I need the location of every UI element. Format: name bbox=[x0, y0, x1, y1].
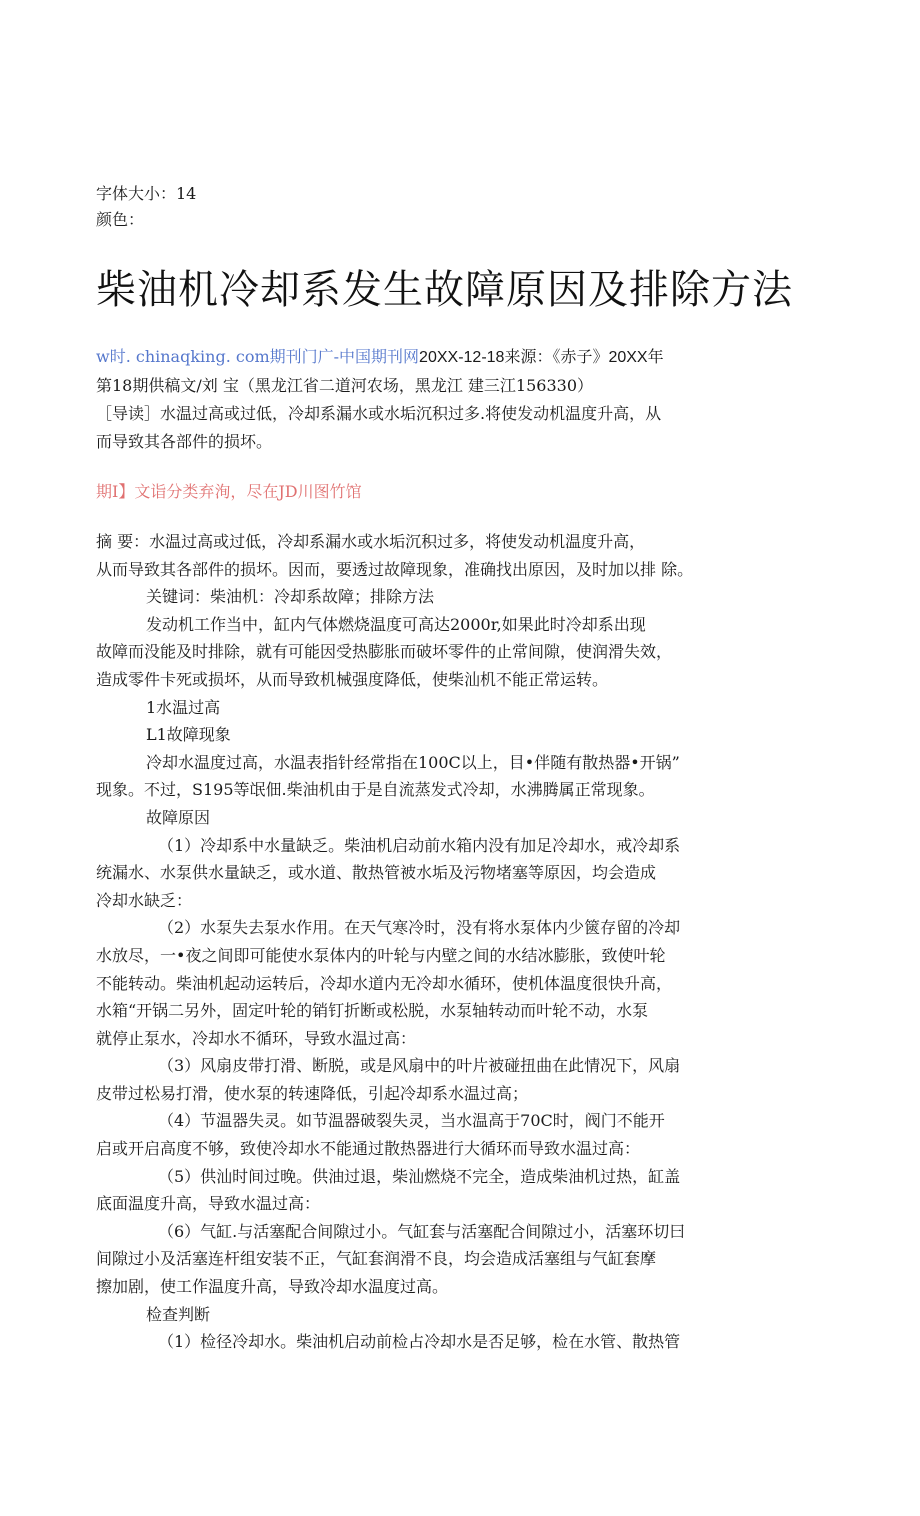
abstract-line: 摘 要：水温过高或过低，冷却系漏水或水垢沉积过多，将使发动机温度升高， bbox=[96, 532, 646, 551]
paragraph-line: 发动机工作当中，缸内气体燃烧温度可高达2000r,如果此时冷却系出现 bbox=[146, 614, 646, 634]
list-item-line: （2）水泵失去泵水作用。在天气寒冷时，没有将水泵体内少篋存留的冷却 bbox=[158, 918, 681, 938]
keywords-line: 关键词：柴油机：冷却系故障；排除方法 bbox=[146, 587, 435, 607]
paragraph-line: 间隙过小及活塞连杆组安装不正，气缸套润滑不良，均会造成活塞组与气缸套摩 bbox=[96, 1249, 657, 1269]
paragraph-line: 水放尽，一•夜之间即可能使水泵体内的叶轮与内壁之间的水结冰膨胀，致使叶轮 bbox=[96, 945, 666, 965]
paragraph-line: 统漏水、水泵供水量缺乏，或水道、散热管被水垢及污物堵塞等原因，均会造成 bbox=[96, 863, 657, 883]
subsection-heading: 检查判断 bbox=[146, 1304, 211, 1324]
article-body bbox=[96, 528, 856, 1356]
list-item-line: （5）供汕时间过晚。供油过退，柴汕燃烧不完全，造成柴油机过热，缸盖 bbox=[158, 1166, 681, 1186]
font-size-label: 字体大小：14 bbox=[96, 184, 197, 203]
paragraph-line: 现象。不过，S195等氓佃.柴油机由于是自流蒸发式冷却，水沸腾属正常现象。 bbox=[96, 780, 655, 800]
list-item-line: （6）气缸.与活塞配合间隙过小。气缸套与活塞配合间隙过小，活塞环切曰 bbox=[158, 1221, 686, 1241]
source-block bbox=[96, 343, 664, 456]
paragraph-line: 就停止泵水，冷却水不循环，导致水温过高： bbox=[96, 1028, 417, 1048]
section-heading: 1水温过高 bbox=[146, 697, 221, 717]
paragraph-line: 冷却水温度过高，水温表指针经常指在100C以上，目•伴随有散热器•开锅” bbox=[146, 752, 680, 772]
paragraph-line: 不能转动。柴油机起动运转后，冷却水道内无冷却水循环，使机体温度很快升高， bbox=[96, 973, 673, 993]
list-item-line: （1）冷却系中水量缺乏。柴油机启动前水箱内没有加足冷却水，戒冷却系 bbox=[158, 835, 681, 855]
paragraph-line: 擦加剧，使工作温度升高，导致冷却水温度过高。 bbox=[96, 1277, 449, 1297]
list-item-line: （3）风扇皮带打滑、断脱，或是风扇中的叶片被碰扭曲在此情况下，风扇 bbox=[158, 1056, 681, 1076]
paragraph-line: 造成零件卡死或损坏，从而导致机械强度降低，使柴汕机不能正常运转。 bbox=[96, 669, 609, 689]
article-title: 柴油机冷却系发生故障原因及排除方法 bbox=[96, 267, 793, 313]
source-line-1 bbox=[96, 343, 664, 372]
paragraph-line: 启或开启高度不够，致使冷却水不能通过散热器进行大循环而导致水温过高： bbox=[96, 1139, 641, 1159]
list-item-line: （4）节温器失灵。如节温器破裂失灵，当水温高于70C时，阀门不能开 bbox=[158, 1111, 665, 1131]
paragraph-line: 水箱“开锅二另外，固定叶轮的销钉折断或松脱，水泵轴转动而叶轮不动，水泵 bbox=[96, 1001, 649, 1021]
source-link[interactable]: w时. chinaqking. com期刊门广-中国期刊网 bbox=[96, 347, 420, 366]
lead-line-1: ［导读］水温过高或过低，冷却系漏水或水垢沉积过多.将使发动机温度升高，从 bbox=[96, 404, 662, 423]
color-label: 颜色： bbox=[96, 210, 145, 229]
paragraph-line: 皮带过松易打滑，使水泵的转速降低，引起冷却系水温过高； bbox=[96, 1083, 529, 1103]
paragraph-line: 冷却水缺乏： bbox=[96, 890, 193, 910]
category-banner-link[interactable]: 期Ⅰ】文诣分类弃洵，尽在JD川图竹馆 bbox=[96, 482, 362, 501]
source-date: 20XX-12-18来源：《赤子》20XX年 bbox=[419, 349, 664, 366]
source-line-2: 第18期供稿文/刘 宝（黑龙江省二道河农场，黑龙江 建三江156330） bbox=[96, 376, 594, 395]
subsection-heading: 故障原因 bbox=[146, 807, 211, 827]
subsection-heading: L1故障现象 bbox=[146, 725, 231, 745]
list-item-line: （1）检径冷却水。柴油机启动前检占冷却水是否足够，检在水管、散热管 bbox=[158, 1332, 681, 1352]
paragraph-line: 故障而没能及时排除，就有可能因受热膨胀而破坏零件的止常间隙，使润滑失效， bbox=[96, 642, 673, 662]
paragraph-line: 底面温度升高，导致水温过高： bbox=[96, 1194, 321, 1214]
abstract-line: 从而导致其各部件的损坏。因而，要透过故障现象，准确找出原因，及时加以排 除。 bbox=[96, 559, 694, 579]
lead-line-2: 而导致其各部件的损坏。 bbox=[96, 432, 273, 451]
